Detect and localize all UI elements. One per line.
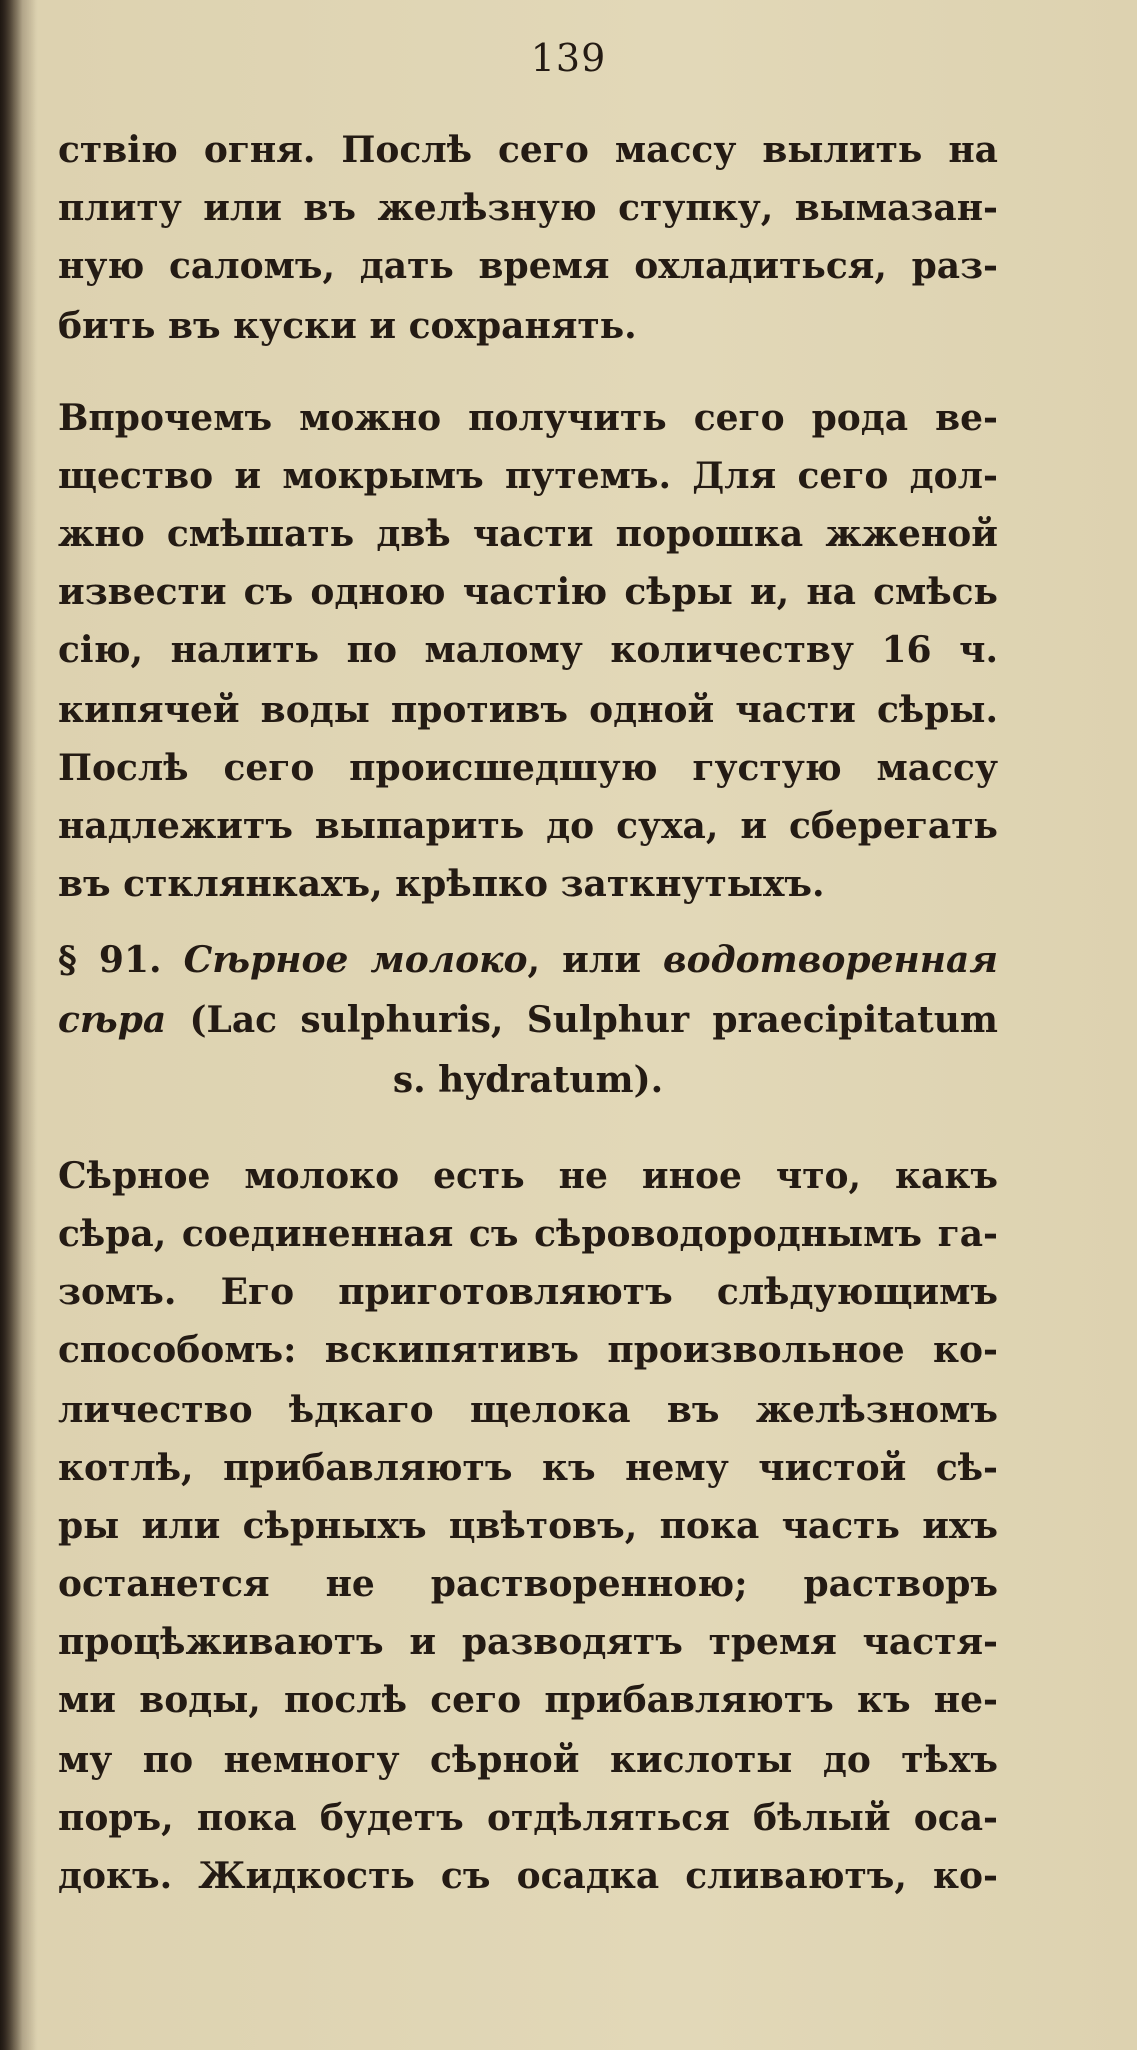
paragraph-1-line-1: ствію огня. Послѣ сего массу вылить на <box>58 129 998 171</box>
section-title: Сѣрное молоко <box>183 939 528 981</box>
paragraph-3-line-2: сѣра, соединенная съ сѣроводороднымъ га- <box>58 1213 998 1255</box>
paragraph-1-line-3: ную саломъ, дать время охладиться, раз- <box>58 245 998 287</box>
page-gutter-shadow <box>0 0 38 2050</box>
paragraph-1-line-4: бить въ куски и сохранять. <box>58 305 637 347</box>
paragraph-3-line-6: котлѣ, прибавляютъ къ нему чистой сѣ- <box>58 1447 998 1489</box>
section-heading-line-2 <box>58 1000 998 1040</box>
paragraph-3-line-13: докъ. Жидкость съ осадка сливаютъ, ко- <box>58 1855 998 1897</box>
paragraph-3-line-3: зомъ. Его приготовляютъ слѣдующимъ <box>58 1271 998 1313</box>
paragraph-2-line-3: жно смѣшать двѣ части порошка жженой <box>58 513 998 555</box>
paragraph-2-line-9: въ стклянкахъ, крѣпко заткнутыхъ. <box>58 863 825 905</box>
paragraph-3-line-8: останется не растворенною; растворъ <box>58 1563 998 1605</box>
paragraph-2-line-8: надлежитъ выпарить до суха, и сберегать <box>58 805 998 847</box>
paragraph-3-line-1: Сѣрное молоко есть не иное что, какъ <box>58 1155 998 1197</box>
paragraph-3-line-4: способомъ: вскипятивъ произвольное ко- <box>58 1329 998 1371</box>
section-latin-names: (Lac sulphuris, Sulphur praecipitatum <box>166 999 998 1041</box>
paragraph-3-line-5: личество ѣдкаго щелока въ желѣзномъ <box>58 1389 998 1431</box>
paragraph-3-line-10: ми воды, послѣ сего прибавляютъ къ не- <box>58 1679 998 1721</box>
page-number: 139 <box>530 36 607 80</box>
section-title-separator: , или <box>527 939 663 981</box>
section-number: § 91. <box>58 939 184 981</box>
paragraph-3-line-7: ры или сѣрныхъ цвѣтовъ, пока часть ихъ <box>58 1505 998 1547</box>
paragraph-2-line-5: сію, налить по малому количеству 16 ч. <box>58 629 998 671</box>
paragraph-2-line-1: Впрочемъ можно получить сего рода ве- <box>58 397 998 439</box>
paragraph-3-line-12: поръ, пока будетъ отдѣляться бѣлый оса- <box>58 1797 998 1839</box>
paragraph-2-line-6: кипячей воды противъ одной части сѣры. <box>58 689 998 731</box>
paragraph-2-line-2: щество и мокрымъ путемъ. Для сего дол- <box>58 455 998 497</box>
paragraph-3-line-9: процѣживаютъ и разводятъ тремя частя- <box>58 1621 998 1663</box>
section-alt-title: водотворенная <box>662 939 998 981</box>
section-alt-title-end: сѣра <box>58 999 167 1041</box>
paragraph-2-line-7: Послѣ сего происшедшую густую массу <box>58 747 998 789</box>
section-heading-line-1 <box>58 940 998 980</box>
paragraph-2-line-4: извести съ одною частію сѣры и, на смѣсь <box>58 571 998 613</box>
section-heading-line-3: s. hydratum). <box>392 1059 664 1101</box>
paragraph-1-line-2: плиту или въ желѣзную ступку, вымазан- <box>58 187 998 229</box>
paragraph-3-line-11: му по немногу сѣрной кислоты до тѣхъ <box>58 1739 998 1781</box>
